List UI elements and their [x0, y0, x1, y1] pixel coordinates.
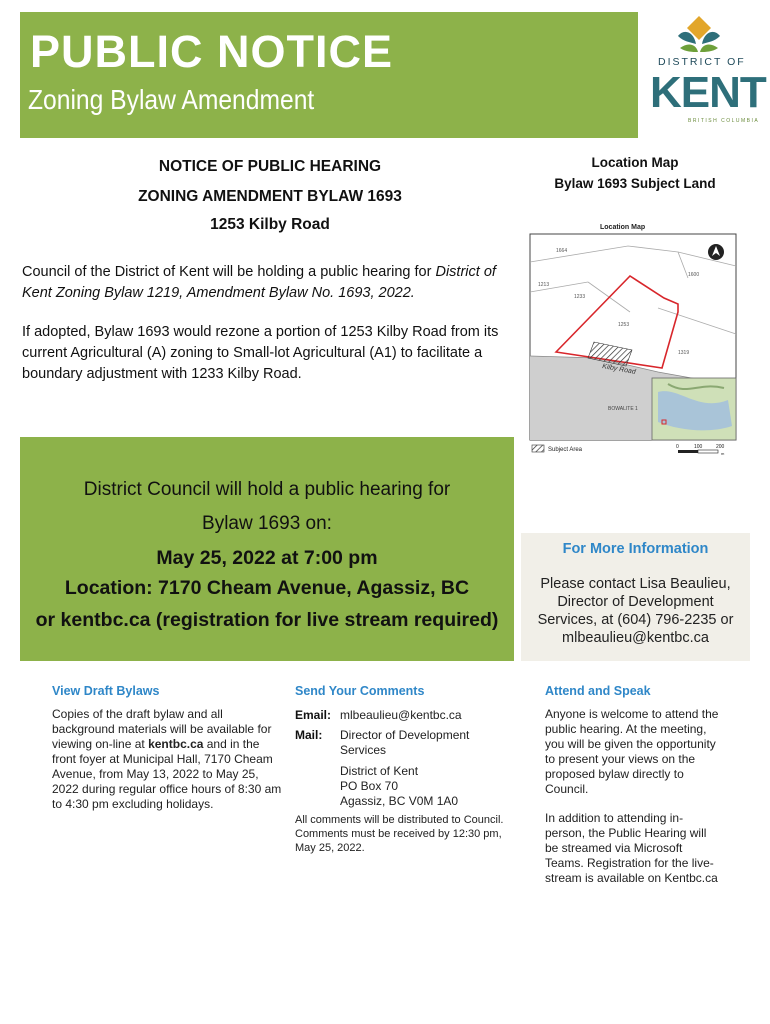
svg-text:1319: 1319 [678, 350, 690, 356]
svg-text:200: 200 [716, 444, 725, 450]
comments-note: All comments will be distributed to Council. Comments must be received by 12:30 pm, May 25, 2022. [295, 814, 504, 854]
attend-paragraph1: Anyone is welcome to attend the public hearing. At the meeting, you will be given the opportunity to present your views on the proposed bylaw directly to Council. [545, 707, 719, 796]
logo-line2: KENT [650, 68, 766, 117]
district-logo [640, 14, 766, 124]
road-label: Kilby Road [601, 363, 637, 376]
header-banner [20, 12, 638, 138]
hearing-intro-line2: Bylaw 1693 on: [202, 513, 332, 534]
svg-text:m: m [721, 451, 725, 456]
legend-swatch [532, 445, 544, 452]
hearing-details-box [20, 437, 514, 661]
more-info-text: Please contact Lisa Beaulieu, Director of Development Services, at (604) 796-2235 or mlbeaulieu@kentbc.ca [537, 576, 734, 646]
logo-leaf-icon [640, 14, 758, 58]
map-heading: Location Map [591, 155, 679, 170]
hearing-intro-line1: District Council will hold a public hearing for [83, 479, 451, 500]
rezone-paragraph: If adopted, Bylaw 1693 would rezone a portion of 1253 Kilby Road from its current Agricultural (A) zoning to Small-lot Agricultural (A1) to facilitate a boundary adjustment with 1233 Kilby Road. [22, 324, 499, 382]
email-label: Email: [295, 708, 332, 722]
more-info-box [521, 533, 750, 661]
hearing-online: or kentbc.ca (registration for live stream required) [35, 609, 499, 631]
hearing-date: May 25, 2022 at 7:00 pm [156, 547, 378, 569]
map-subheading: Bylaw 1693 Subject Land [554, 176, 716, 191]
map-inner-title: Location Map [600, 224, 646, 231]
bylaw-heading: ZONING AMENDMENT BYLAW 1693 [138, 188, 402, 205]
more-info-heading: For More Information [562, 541, 709, 557]
intro-paragraph [22, 262, 516, 304]
attend-paragraph2: In addition to attending in-person, the Public Hearing will be streamed via Microsoft Teams. Registration for the live-stream is available on Kentbc.ca [545, 811, 718, 885]
svg-text:BRITISH COLUMBIA: BRITISH COLUMBIA [688, 118, 760, 124]
view-bylaws-heading: View Draft Bylaws [52, 684, 160, 698]
address-heading: 1253 Kilby Road [210, 216, 330, 233]
svg-text:1253: 1253 [618, 322, 630, 328]
attend-heading: Attend and Speak [545, 684, 651, 698]
mail-line1: Director of Development [340, 728, 470, 742]
svg-text:BOWALITE 1: BOWALITE 1 [608, 406, 638, 412]
svg-text:1233: 1233 [574, 294, 586, 300]
svg-text:1664: 1664 [556, 248, 568, 254]
kentbc-link[interactable]: kentbc.ca [148, 737, 204, 751]
address-line2: PO Box 70 [340, 779, 399, 793]
send-comments-heading: Send Your Comments [295, 684, 425, 698]
email-address[interactable]: mlbeaulieu@kentbc.ca [340, 708, 462, 722]
mail-label: Mail: [295, 728, 323, 742]
location-map [528, 216, 740, 458]
legend-label: Subject Area [548, 447, 583, 453]
bylaw-title: District of Kent Zoning Bylaw 1219, Amendment Bylaw No. 1693, 2022. [22, 264, 496, 301]
address-line1: District of Kent [340, 764, 419, 778]
address-line3: Agassiz, BC V0M 1A0 [340, 794, 459, 808]
svg-text:100: 100 [694, 444, 703, 450]
page-subtitle: Zoning Bylaw Amendment [28, 84, 315, 115]
svg-text:0: 0 [676, 444, 679, 450]
mail-line2: Services [340, 743, 387, 757]
view-bylaws-text: Copies of the draft bylaw and all background materials will be available for viewing on-line at kentbc.ca and in the front foyer at Municipal Hall, 7170 Cheam Avenue, from May 13, 2022 to May 25, 2022 during regular office hours of 8:30 am to 4:30 pm excluding holidays. [52, 707, 282, 811]
hearing-location: Location: 7170 Cheam Avenue, Agassiz, BC [64, 577, 470, 599]
logo-line1: DISTRICT OF [658, 56, 746, 68]
intro-text: Council of the District of Kent will be holding a public hearing for [22, 264, 436, 280]
svg-text:1600: 1600 [688, 272, 700, 278]
page-title: PUBLIC NOTICE [30, 26, 394, 77]
notice-heading: NOTICE OF PUBLIC HEARING [158, 158, 382, 175]
logo-tagline [688, 116, 760, 126]
logo-tagline-mark [688, 116, 760, 124]
svg-text:1213: 1213 [538, 282, 550, 288]
